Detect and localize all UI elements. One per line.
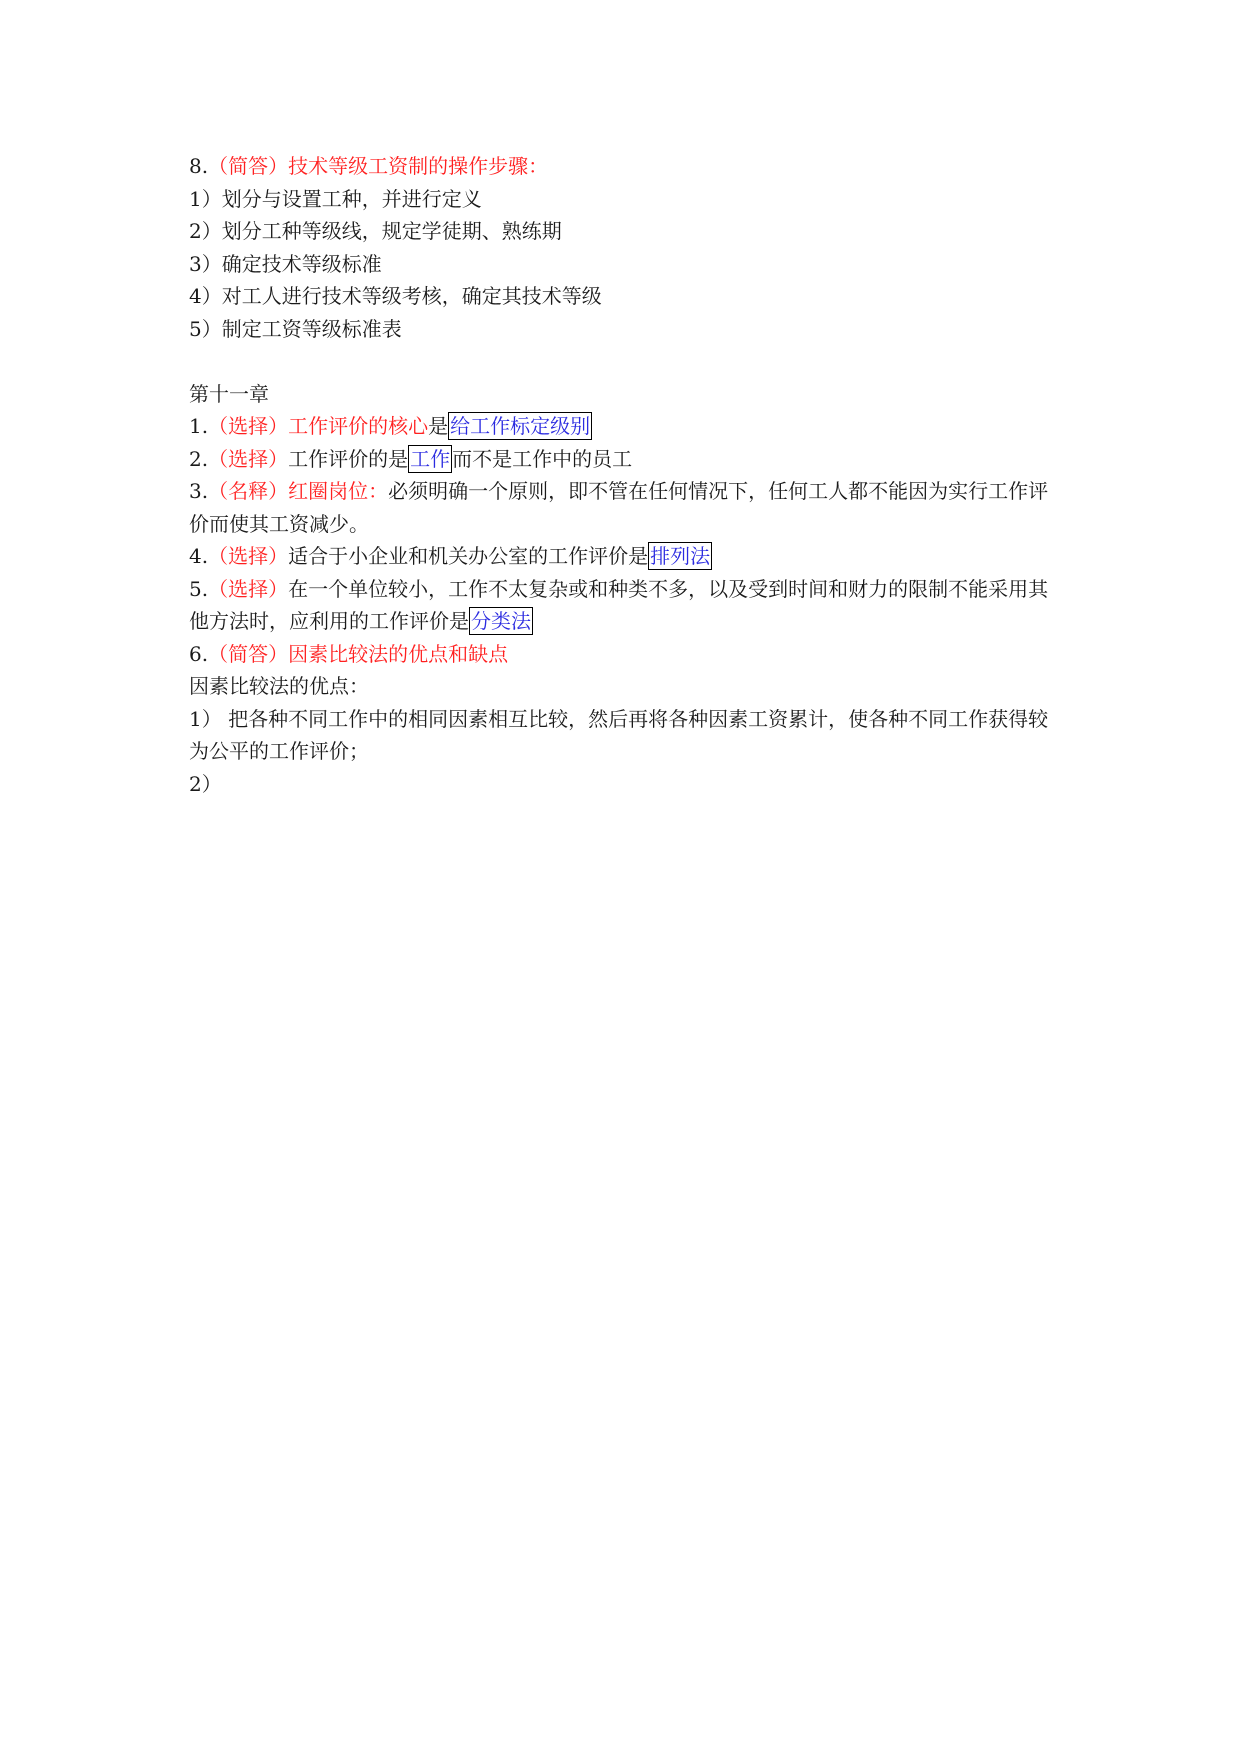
advantage-1: 1） 把各种不同工作中的相同因素相互比较，然后再将各种因素工资累计，使各种不同工作获得较为公平的工作评价； bbox=[189, 706, 1049, 763]
question-3-tag: （名释）红圈岗位： bbox=[208, 479, 389, 503]
advantage-2: 2） bbox=[189, 771, 222, 796]
step-2: 2）划分工种等级线，规定学徒期、熟练期 bbox=[189, 219, 562, 243]
question-1-number: 1. bbox=[189, 414, 209, 438]
question-1-red-text: 工作评价的核心 bbox=[288, 414, 429, 438]
question-2-number: 2. bbox=[189, 446, 209, 471]
question-4-answer: 排列法 bbox=[650, 544, 711, 568]
question-3 bbox=[189, 475, 1059, 540]
question-6-tag: （简答）因素比较法的优点和缺点 bbox=[208, 641, 509, 666]
question-5-answer: 分类法 bbox=[471, 609, 531, 633]
question-4 bbox=[189, 540, 1059, 573]
question-6 bbox=[189, 638, 1059, 671]
question-1-tag: （选择） bbox=[208, 414, 289, 438]
section8-title bbox=[189, 150, 1059, 183]
question-5-tag: （选择） bbox=[208, 576, 289, 601]
question-3-number: 3. bbox=[189, 479, 209, 503]
question-2-tail: 而不是工作中的员工 bbox=[452, 446, 633, 471]
spacer bbox=[189, 345, 1059, 378]
chapter-heading: 第十一章 bbox=[189, 381, 269, 406]
question-2-tag: （选择） bbox=[208, 446, 289, 471]
question-1-answer: 给工作标定级别 bbox=[450, 414, 591, 438]
step-5: 5）制定工资等级标准表 bbox=[189, 316, 402, 341]
document-page bbox=[189, 150, 1059, 800]
question-5-text: 在一个单位较小，工作不太复杂或和种类不多，以及受到时间和财力的限制不能采用其他方法时，应利用的工作评价是 bbox=[189, 576, 1049, 633]
step-3: 3）确定技术等级标准 bbox=[189, 251, 382, 276]
question-1-text: 是 bbox=[428, 414, 449, 438]
section8-title-text: （简答）技术等级工资制的操作步骤： bbox=[208, 154, 549, 178]
question-1 bbox=[189, 410, 1059, 443]
advantages-heading: 因素比较法的优点： bbox=[189, 674, 369, 698]
question-2 bbox=[189, 443, 1059, 476]
question-4-text: 适合于小企业和机关办公室的工作评价是 bbox=[288, 544, 649, 568]
question-5 bbox=[189, 573, 1059, 638]
question-5-number: 5. bbox=[189, 576, 209, 601]
section8-number: 8. bbox=[189, 154, 209, 178]
step-4: 4）对工人进行技术等级考核，确定其技术等级 bbox=[189, 284, 602, 308]
question-3-text: 必须明确一个原则，即不管在任何情况下，任何工人都不能因为实行工作评价而使其工资减少。 bbox=[189, 479, 1049, 536]
question-6-number: 6. bbox=[189, 641, 209, 666]
question-4-tag: （选择） bbox=[208, 544, 289, 568]
step-1: 1）划分与设置工种，并进行定义 bbox=[189, 186, 482, 211]
question-2-answer: 工作 bbox=[410, 446, 451, 471]
question-4-number: 4. bbox=[189, 544, 209, 568]
question-2-text: 工作评价的是 bbox=[288, 446, 409, 471]
